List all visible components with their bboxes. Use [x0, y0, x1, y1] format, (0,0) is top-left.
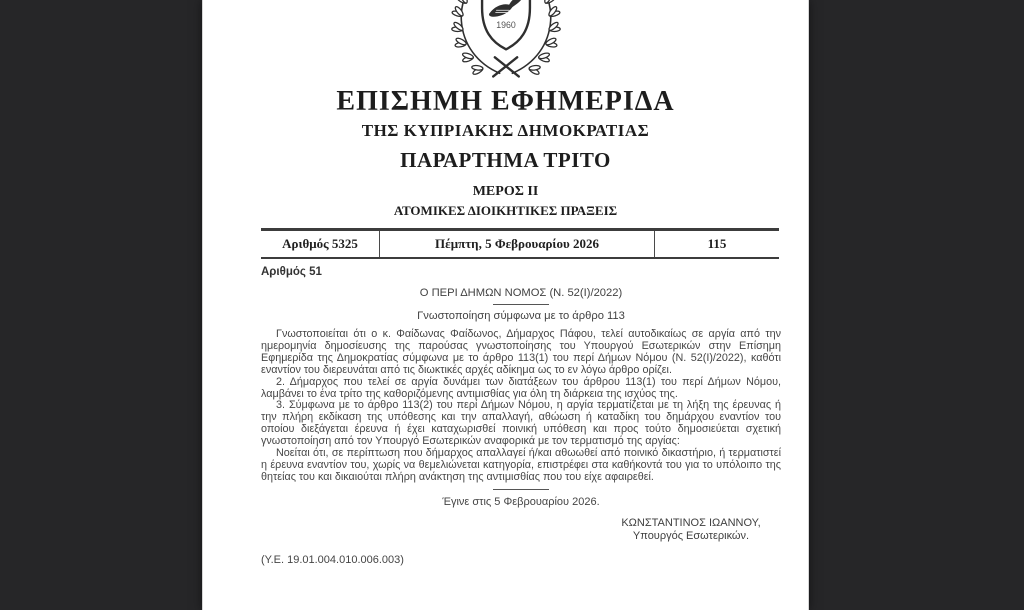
signatory-name: ΚΩΝΣΤΑΝΤΙΝΟΣ ΙΩΑΝΝΟΥ, — [621, 516, 761, 529]
divider-rule — [493, 489, 549, 490]
masthead-subtitle: ΤΗΣ ΚΥΠΡΙΑΚΗΣ ΔΗΜΟΚΡΑΤΙΑΣ — [361, 121, 650, 140]
date-line: Έγινε στις 5 Φεβρουαρίου 2026. — [442, 495, 600, 508]
section-title: ΑΤΟΜΙΚΕΣ ΔΙΟΙΚΗΤΙΚΕΣ ΠΡΑΞΕΙΣ — [393, 203, 618, 218]
issue-number: Αριθμός 5325 — [282, 236, 358, 251]
issue-bar — [261, 228, 779, 259]
page-number: 115 — [707, 236, 727, 251]
law-title: Ο ΠΕΡΙ ΔΗΜΩΝ ΝΟΜΟΣ (Ν. 52(Ι)/2022) — [419, 287, 623, 299]
gazette-page — [202, 0, 809, 610]
emblem-year: 1960 — [495, 19, 516, 30]
paragraph-2: 2. Δήμαρχος που τελεί σε αργία δυνάμει των διατάξεων του άρθρου 113(1) του περί Δήμων Νόμου, λαμβάνει το ένα τρίτο της καθοριζόμενης αντιμισθίας για όλη τη διάρκεια της ισχύος της. — [261, 375, 781, 400]
issue-date: Πέμπτη, 5 Φεβρουαρίου 2026 — [379, 231, 655, 257]
appendix-title: ΠΑΡΑΡΤΗΜΑ ΤΡΙΤΟ — [400, 148, 611, 172]
notice-number: Αριθμός 51 — [261, 266, 322, 278]
notice-subject: Γνωστοποίηση σύμφωνα με το άρθρο 113 — [417, 310, 625, 322]
signatory-title: Υπουργός Εσωτερικών. — [632, 529, 750, 542]
paragraph-3: 3. Σύμφωνα με το άρθρο 113(2) του περί Δήμων Νόμου, η αργία τερματίζεται με τη λήξη της έρευνας ή την πλήρη εκδίκαση της υπόθεσης και την απαλλαγή, αθώωση ή καταδίκη του δημάρχου εναντίον του οποίου διεξάγεται έρευνα ή έχει καταχωρισθεί ποινική υπόθεση και προς τούτο δημοσιεύεται σχετική γνωστοποίηση από τον Υπουργό Εσωτερικών αναφορικά με τον τερματισμό της αργίας: — [261, 399, 781, 448]
reference-number: (Υ.Ε. 19.01.004.010.006.003) — [261, 553, 404, 566]
divider-rule — [493, 304, 549, 305]
signature-block — [586, 517, 796, 543]
masthead-title: ΕΠΙΣΗΜΗ ΕΦΗΜΕΡΙΔΑ — [336, 86, 675, 117]
paragraph-4: Νοείται ότι, σε περίπτωση που δήμαρχος απαλλαγεί ή/και αθωωθεί από ποινικό δικαστήριο, ή τερματιστεί η έρευνα εναντίον του, χωρίς να θεμελιώνεται κατηγορία, επιστρέφει στα καθήκοντά του για το υπόλοιπο της θητείας του και δικαιούται πλήρη ανάκτηση της αντιμισθίας που του είχε αφαιρεθεί. — [261, 447, 781, 483]
notice-body — [261, 266, 781, 566]
part-title: ΜΕΡΟΣ ΙΙ — [472, 184, 539, 199]
paragraph-1: Γνωστοποιείται ότι ο κ. Φαίδωνας Φαίδωνος, Δήμαρχος Πάφου, τελεί αυτοδικαίως σε αργία από την ημερομηνία δημοσίευσης της παρούσας γνωστοποίησης του Υπουργού Εσωτερικών στην Επίσημη Εφημερίδα της Δημοκρατίας σύμφωνα με το άρθρο 113(1) του περί Δήμων Νόμου (Ν. 52(Ι)/2022), καθότι εναντίον του διερευνάται από τις διωκτικές αρχές αδίκημα ως το εν λόγω άρθρο ορίζει. — [261, 328, 781, 376]
cyprus-coat-of-arms-icon — [450, 0, 562, 94]
